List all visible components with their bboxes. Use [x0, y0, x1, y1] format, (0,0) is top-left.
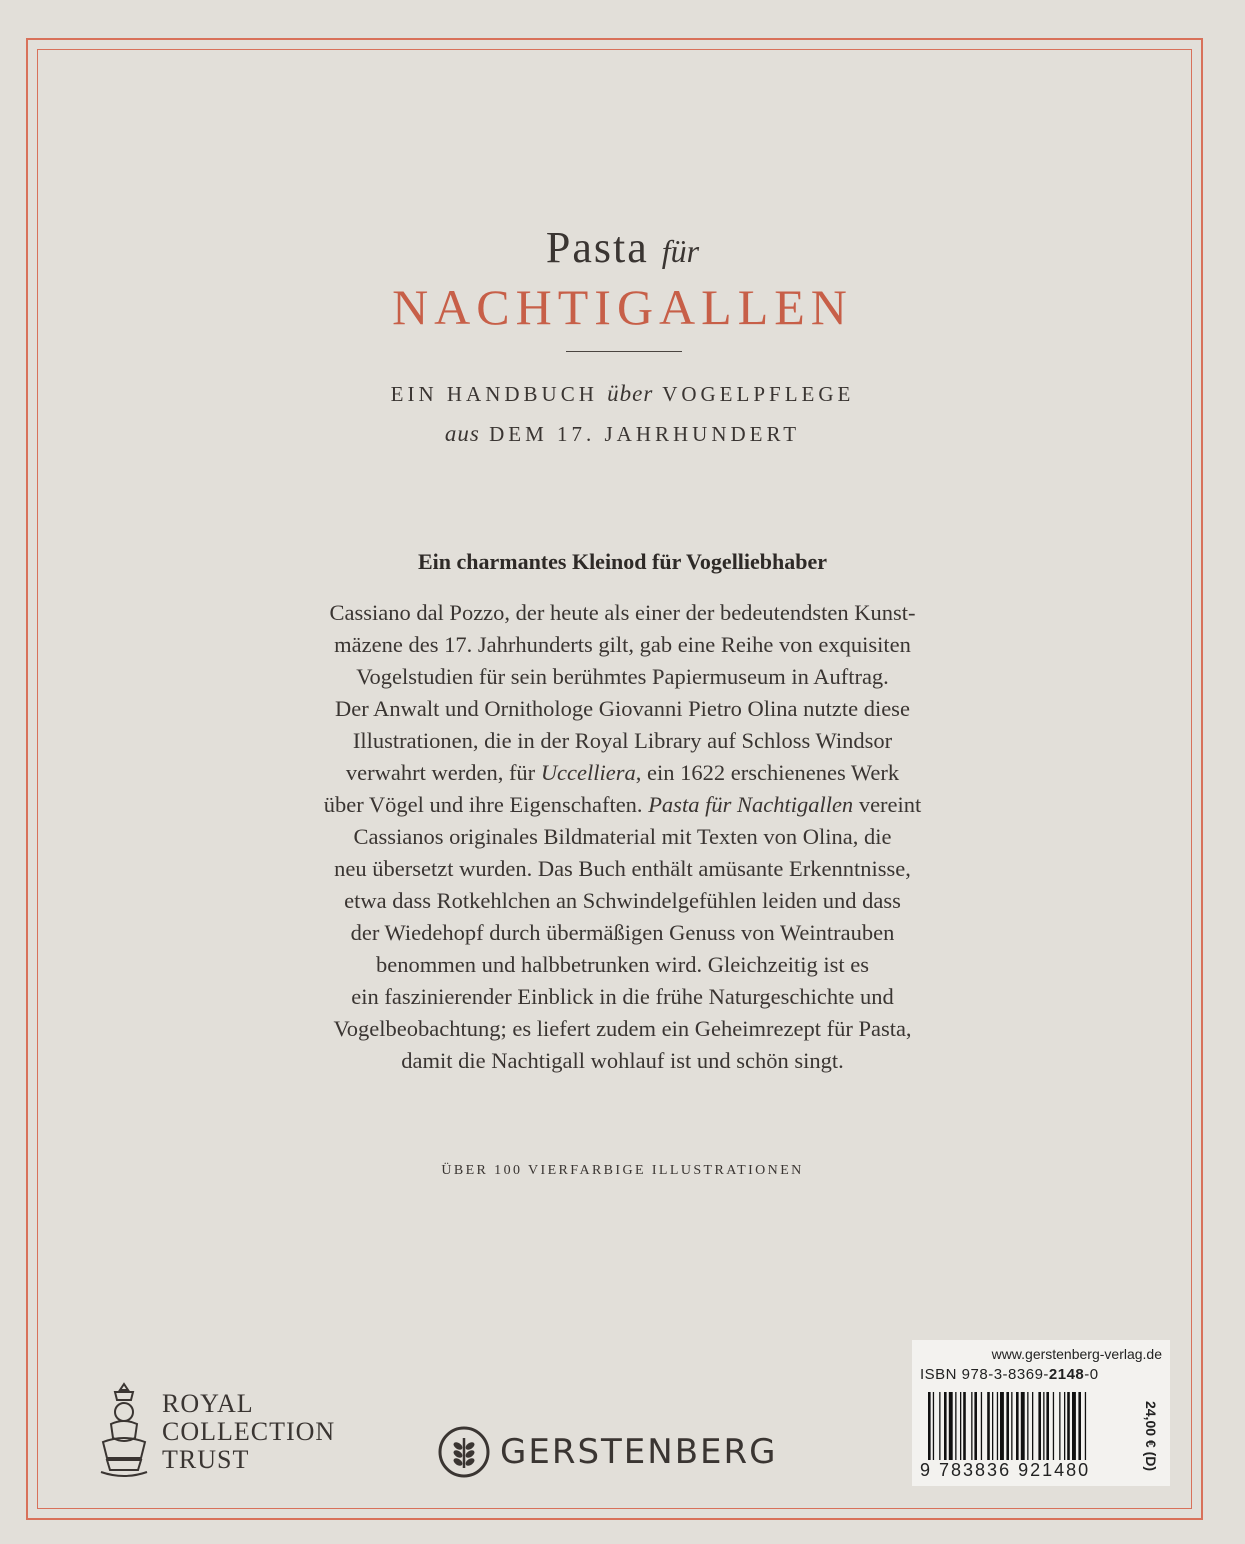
blurb-line: benommen und halbbetrunken wird. Gleichzeitig ist es	[375, 952, 869, 977]
blurb-line: Vogelstudien für sein berühmtes Papiermuseum in Auftrag.	[356, 664, 889, 689]
blurb-text	[0, 597, 1245, 1077]
blurb-line: Illustrationen, die in der Royal Library auf Schloss Windsor	[352, 728, 893, 753]
title-line-1	[0, 222, 1245, 273]
title-divider	[566, 351, 682, 352]
title-pasta: Pasta	[545, 223, 649, 272]
rct-line: TRUST	[162, 1445, 250, 1474]
illustrations-note: ÜBER 100 VIERFARBIGE ILLUSTRATIONEN	[441, 1163, 804, 1178]
blurb-part: , ein 1622 erschienenes Werk	[635, 760, 900, 785]
blurb-line: Vogelbeobachtung; es liefert zudem ein Geheimrezept für Pasta,	[333, 1016, 912, 1041]
price-text: 24,00 € (D)	[1143, 1400, 1159, 1472]
isbn	[920, 1366, 1162, 1383]
blurb-part: über Vögel und ihre Eigenschaften.	[323, 792, 649, 817]
subtitle-line-2	[0, 421, 1245, 447]
isbn-part: ISBN 978-3-8369-	[920, 1366, 1049, 1383]
title-fuer: für	[661, 233, 700, 269]
blurb-italic: Pasta für Nachtigallen	[648, 792, 854, 817]
subtitle-italic: über	[607, 381, 654, 406]
blurb-part: verwahrt werden, für	[345, 760, 541, 785]
price	[1138, 1396, 1164, 1476]
isbn-bold: 2148	[1048, 1366, 1085, 1383]
blurb-line: der Wiedehopf durch übermäßigen Genuss von Weintrauben	[350, 920, 895, 945]
blurb-line: ein faszinierender Einblick in die frühe Naturgeschichte und	[351, 984, 894, 1009]
gerstenberg-logo	[438, 1420, 838, 1490]
barcode-icon	[926, 1392, 1134, 1460]
blurb-line	[0, 789, 1245, 821]
publisher-url: www.gerstenberg-verlag.de	[991, 1346, 1162, 1362]
title-line-2: NACHTIGALLEN	[392, 279, 853, 335]
blurb-heading: Ein charmantes Kleinod für Vogelliebhaber	[417, 549, 828, 574]
blurb-line: Cassiano dal Pozzo, der heute als einer der bedeutendsten Kunst-	[329, 600, 916, 625]
publisher-name: GERSTENBERG	[500, 1432, 778, 1472]
blurb-line: etwa dass Rotkehlchen an Schwindelgefühlen leiden und dass	[344, 888, 901, 913]
subtitle-line-1	[0, 381, 1245, 407]
subtitle-part: VOGELPFLEGE	[662, 382, 855, 406]
wheat-seal-icon	[438, 1426, 490, 1478]
blurb-line: damit die Nachtigall wohlauf ist und schön singt.	[401, 1048, 844, 1073]
blurb-italic: Uccelliera	[540, 760, 636, 785]
blurb-part: vereint	[853, 792, 922, 817]
rct-line: COLLECTION	[162, 1417, 336, 1446]
isbn-barcode-label	[912, 1340, 1170, 1486]
rct-wordmark	[162, 1390, 335, 1474]
blurb-line: neu übersetzt wurden. Das Buch enthält amüsante Erkenntnisse,	[334, 856, 911, 881]
isbn-part: -0	[1084, 1366, 1099, 1383]
blurb-line: Cassianos originales Bildmaterial mit Texten von Olina, die	[353, 824, 892, 849]
barcode-digits: 9 783836 921480	[920, 1460, 1091, 1480]
subtitle-part: EIN HANDBUCH	[390, 382, 598, 406]
subtitle-part: DEM 17. JAHRHUNDERT	[489, 422, 801, 446]
rct-line: ROYAL	[162, 1389, 254, 1418]
blurb-line: mäzene des 17. Jahrhunderts gilt, gab eine Reihe von exquisiten	[334, 632, 911, 657]
blurb-line: Der Anwalt und Ornithologe Giovanni Pietro Olina nutzte diese	[335, 696, 910, 721]
subtitle-italic: aus	[444, 421, 480, 446]
crest-icon	[93, 1380, 155, 1480]
blurb-line	[0, 757, 1245, 789]
royal-collection-trust-logo	[93, 1380, 383, 1480]
